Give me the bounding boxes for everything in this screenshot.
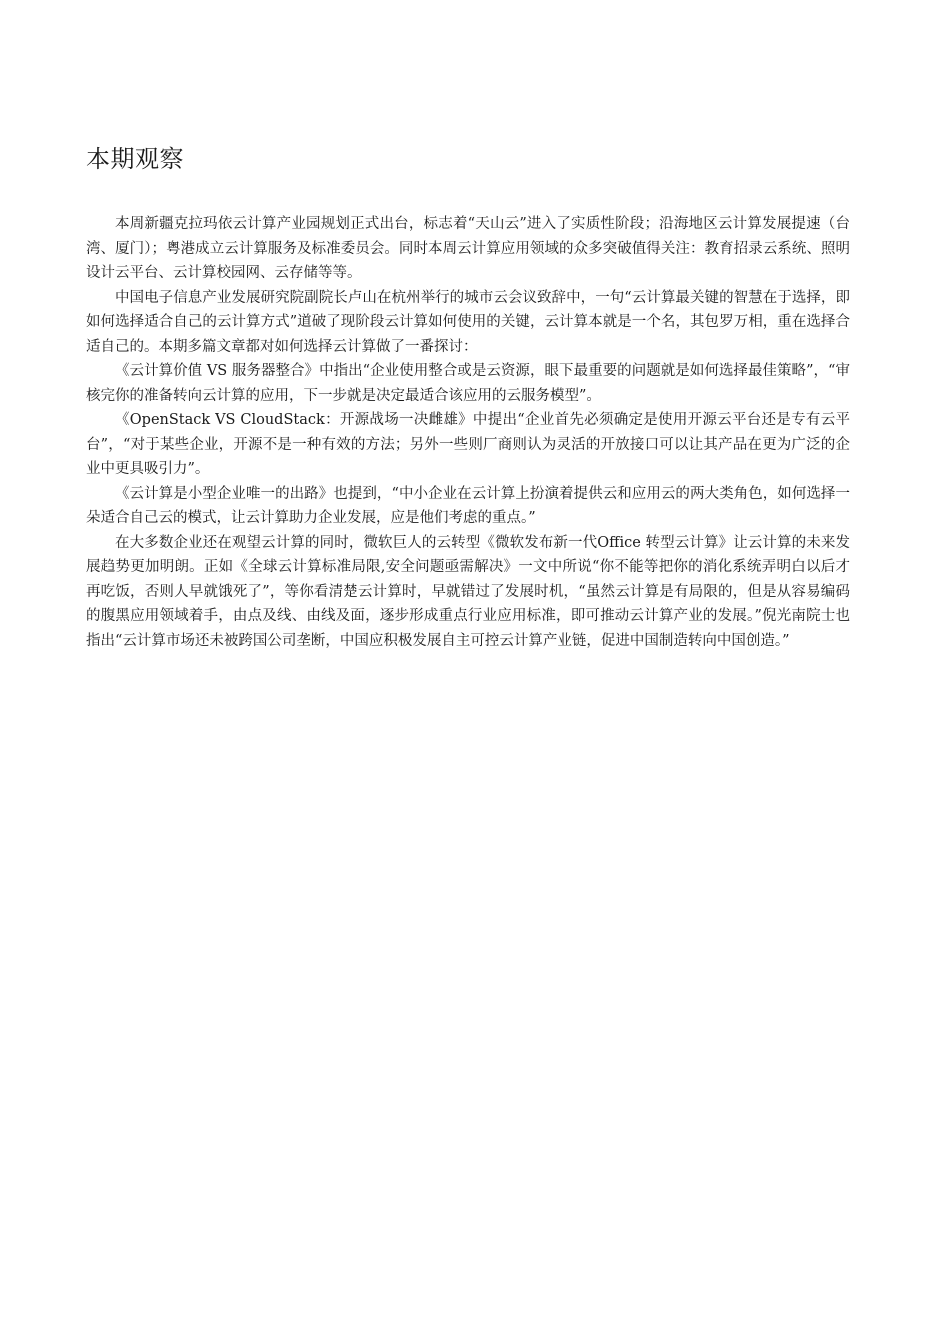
page-title: 本期观察 (86, 145, 184, 173)
paragraph-1: 本周新疆克拉玛依云计算产业园规划正式出台，标志着“天山云”进入了实质性阶段；沿海地区云计算发展提速（台湾、厦门）；粤港成立云计算服务及标准委员会。同时本周云计算应用领域的众多突破值得关注：教育招录云系统、照明设计云平台、云计算校园网、云存储等等。 (86, 216, 850, 281)
paragraph-4: 《OpenStack VS CloudStack：开源战场一决雌雄》中提出“企业首先必须确定是使用开源云平台还是专有云平台”，“对于某些企业，开源不是一种有效的方法；另外一些则厂商则认为灵活的开放接口可以让其产品在更为广泛的企业中更具吸引力”。 (86, 412, 850, 477)
paragraph-5: 《云计算是小型企业唯一的出路》也提到，“中小企业在云计算上扮演着提供云和应用云的两大类角色，如何选择一朵适合自己云的模式，让云计算助力企业发展，应是他们考虑的重点。” (86, 485, 850, 526)
document-page (86, 0, 850, 653)
paragraph-6: 在大多数企业还在观望云计算的同时，微软巨人的云转型《微软发布新一代Office 转型云计算》让云计算的未来发展趋势更加明朗。正如《全球云计算标准局限,安全问题亟需解决》一文中所说“你不能等把你的消化系统弄明白以后才再吃饭，否则人早就饿死了”，等你看清楚云计算时，早就错过了发展时机，“虽然云计算是有局限的，但是从容易编码的腹黑应用领域着手，由点及线、由线及面，逐步形成重点行业应用标准，即可推动云计算产业的发展。”倪光南院士也指出“云计算市场还未被跨国公司垄断，中国应积极发展自主可控云计算产业链，促进中国制造转向中国创造。” (86, 534, 850, 649)
article-body (86, 212, 850, 653)
paragraph-2: 中国电子信息产业发展研究院副院长卢山在杭州举行的城市云会议致辞中，一句“云计算最关键的智慧在于选择，即如何选择适合自己的云计算方式”道破了现阶段云计算如何使用的关键，云计算本就是一个名，其包罗万相，重在选择合适自己的。本期多篇文章都对如何选择云计算做了一番探讨： (86, 289, 850, 355)
paragraph-3: 《云计算价值 VS 服务器整合》中指出“企业使用整合或是云资源，眼下最重要的问题就是如何选择最佳策略”，“审核完你的准备转向云计算的应用，下一步就是决定最适合该应用的云服务模型”。 (86, 363, 850, 404)
